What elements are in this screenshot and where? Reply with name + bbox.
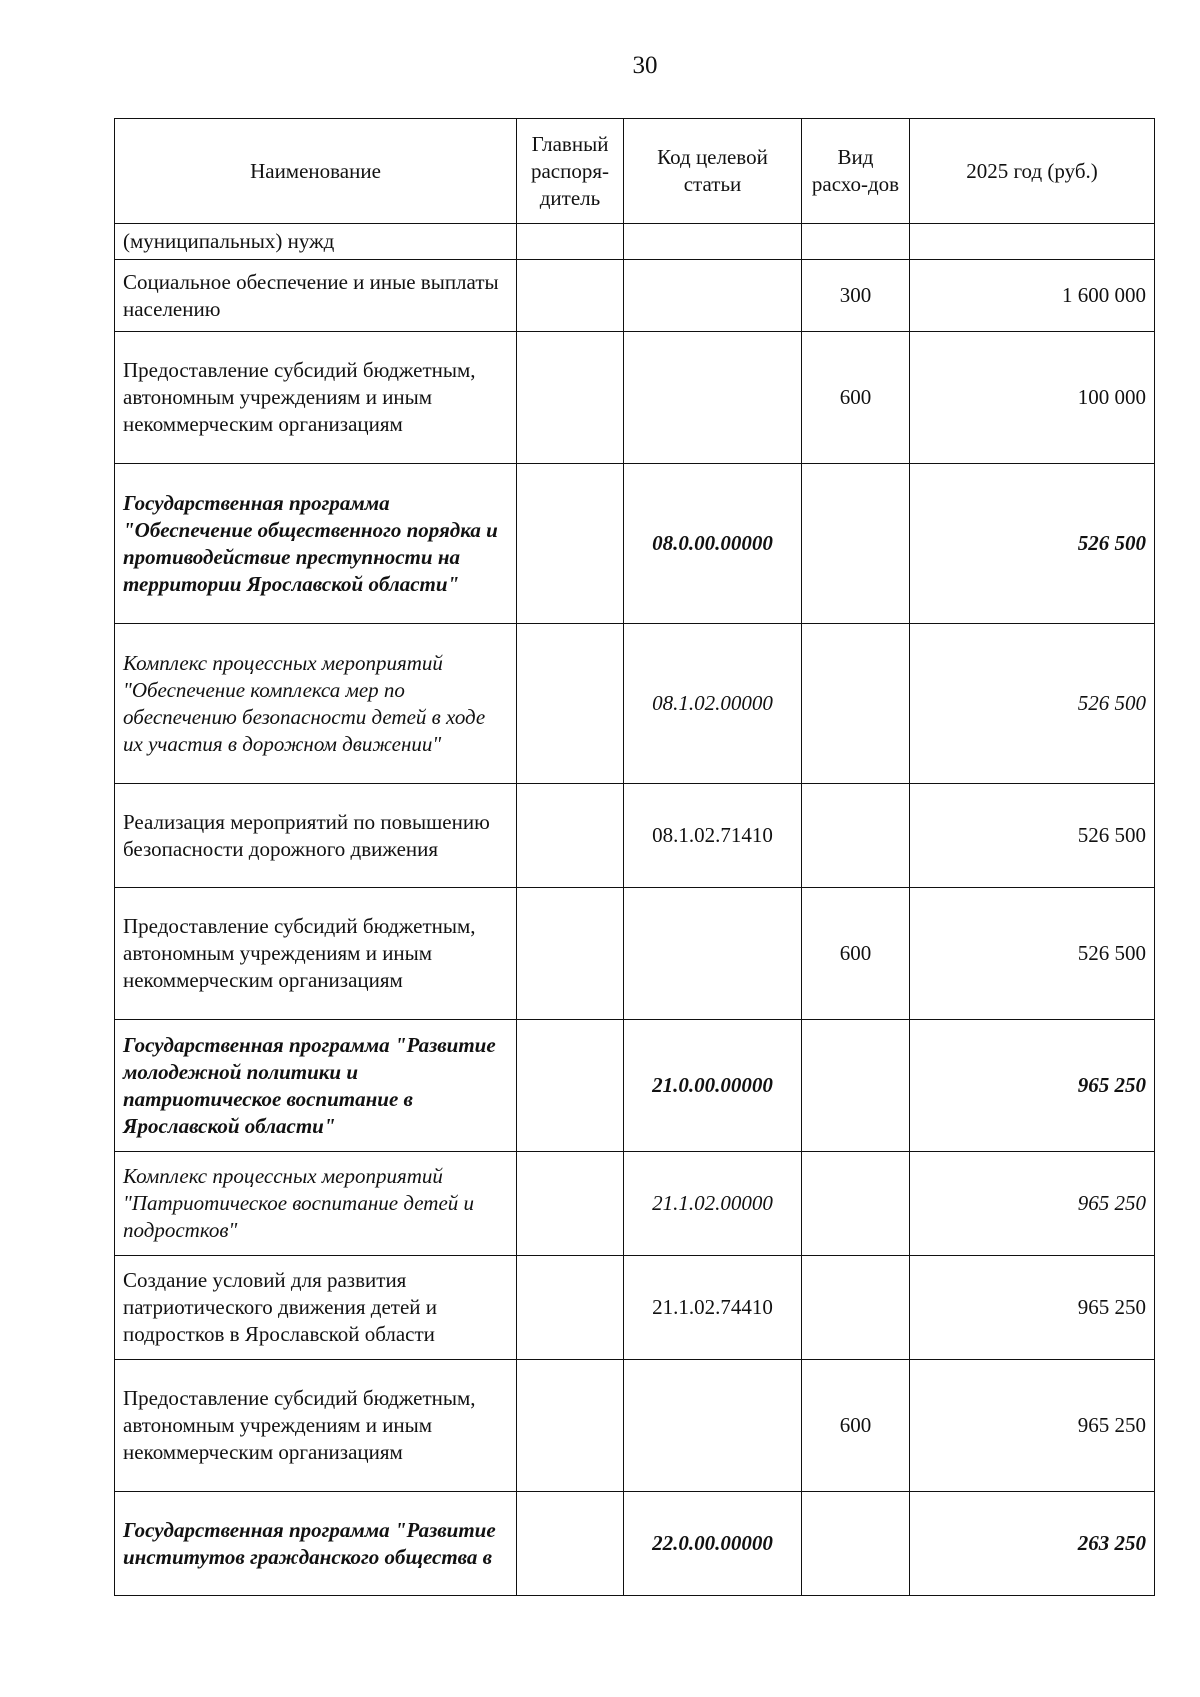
cell-admin bbox=[517, 1020, 624, 1152]
table-row bbox=[115, 224, 1155, 260]
header-code: Код целевой статьи bbox=[624, 119, 802, 224]
cell-code: 08.1.02.00000 bbox=[624, 624, 802, 784]
table-row bbox=[115, 1020, 1155, 1152]
cell-type bbox=[802, 224, 910, 260]
cell-type: 600 bbox=[802, 888, 910, 1020]
cell-admin bbox=[517, 1492, 624, 1596]
cell-type bbox=[802, 1152, 910, 1256]
cell-name: Социальное обеспечение и иные выплаты населению bbox=[115, 260, 517, 332]
cell-code: 21.0.00.00000 bbox=[624, 1020, 802, 1152]
cell-type bbox=[802, 1492, 910, 1596]
cell-type bbox=[802, 784, 910, 888]
header-type: Вид расхо-дов bbox=[802, 119, 910, 224]
cell-type: 600 bbox=[802, 332, 910, 464]
header-sum: 2025 год (руб.) bbox=[910, 119, 1155, 224]
cell-name: Создание условий для развития патриотического движения детей и подростков в Ярославской области bbox=[115, 1256, 517, 1360]
cell-sum: 263 250 bbox=[910, 1492, 1155, 1596]
cell-name: Предоставление субсидий бюджетным, автономным учреждениям и иным некоммерческим организациям bbox=[115, 332, 517, 464]
cell-admin bbox=[517, 1152, 624, 1256]
cell-code: 08.0.00.00000 bbox=[624, 464, 802, 624]
cell-code: 08.1.02.71410 bbox=[624, 784, 802, 888]
cell-sum: 526 500 bbox=[910, 784, 1155, 888]
cell-code: 22.0.00.00000 bbox=[624, 1492, 802, 1596]
cell-name: (муниципальных) нужд bbox=[115, 224, 517, 260]
table-row bbox=[115, 260, 1155, 332]
cell-sum: 965 250 bbox=[910, 1256, 1155, 1360]
cell-sum: 100 000 bbox=[910, 332, 1155, 464]
cell-code bbox=[624, 1360, 802, 1492]
cell-code: 21.1.02.74410 bbox=[624, 1256, 802, 1360]
table-row bbox=[115, 1256, 1155, 1360]
cell-code: 21.1.02.00000 bbox=[624, 1152, 802, 1256]
cell-sum: 965 250 bbox=[910, 1020, 1155, 1152]
cell-sum: 965 250 bbox=[910, 1360, 1155, 1492]
cell-type bbox=[802, 1256, 910, 1360]
cell-type bbox=[802, 1020, 910, 1152]
cell-type bbox=[802, 624, 910, 784]
cell-name: Государственная программа "Развитие молодежной политики и патриотическое воспитание в Ярославской области" bbox=[115, 1020, 517, 1152]
table-row bbox=[115, 1492, 1155, 1596]
header-admin: Главный распоря-дитель bbox=[517, 119, 624, 224]
cell-type: 600 bbox=[802, 1360, 910, 1492]
table-row bbox=[115, 332, 1155, 464]
cell-name: Комплекс процессных мероприятий "Патриотическое воспитание детей и подростков" bbox=[115, 1152, 517, 1256]
table-row bbox=[115, 784, 1155, 888]
budget-table bbox=[114, 118, 1155, 1596]
cell-admin bbox=[517, 1256, 624, 1360]
cell-admin bbox=[517, 464, 624, 624]
header-name: Наименование bbox=[115, 119, 517, 224]
cell-name: Реализация мероприятий по повышению безопасности дорожного движения bbox=[115, 784, 517, 888]
table-row bbox=[115, 1152, 1155, 1256]
table-row bbox=[115, 888, 1155, 1020]
cell-admin bbox=[517, 1360, 624, 1492]
cell-sum bbox=[910, 224, 1155, 260]
cell-name: Предоставление субсидий бюджетным, автономным учреждениям и иным некоммерческим организациям bbox=[115, 888, 517, 1020]
cell-sum: 1 600 000 bbox=[910, 260, 1155, 332]
table-header-row bbox=[115, 119, 1155, 224]
cell-sum: 965 250 bbox=[910, 1152, 1155, 1256]
cell-name: Государственная программа "Развитие институтов гражданского общества в bbox=[115, 1492, 517, 1596]
cell-type: 300 bbox=[802, 260, 910, 332]
cell-code bbox=[624, 888, 802, 1020]
cell-admin bbox=[517, 624, 624, 784]
cell-name: Государственная программа "Обеспечение общественного порядка и противодействие преступности на территории Ярославской области" bbox=[115, 464, 517, 624]
cell-code bbox=[624, 332, 802, 464]
cell-admin bbox=[517, 260, 624, 332]
table-row bbox=[115, 624, 1155, 784]
cell-name: Предоставление субсидий бюджетным, автономным учреждениям и иным некоммерческим организациям bbox=[115, 1360, 517, 1492]
cell-sum: 526 500 bbox=[910, 624, 1155, 784]
cell-type bbox=[802, 464, 910, 624]
cell-code bbox=[624, 224, 802, 260]
cell-sum: 526 500 bbox=[910, 464, 1155, 624]
table-body bbox=[115, 224, 1155, 1596]
cell-sum: 526 500 bbox=[910, 888, 1155, 1020]
cell-admin bbox=[517, 888, 624, 1020]
cell-admin bbox=[517, 332, 624, 464]
cell-code bbox=[624, 260, 802, 332]
cell-name: Комплекс процессных мероприятий "Обеспечение комплекса мер по обеспечению безопасности детей в ходе их участия в дорожном движении" bbox=[115, 624, 517, 784]
cell-admin bbox=[517, 224, 624, 260]
cell-admin bbox=[517, 784, 624, 888]
page-number: 30 bbox=[632, 52, 658, 79]
table-row bbox=[115, 464, 1155, 624]
table-row bbox=[115, 1360, 1155, 1492]
